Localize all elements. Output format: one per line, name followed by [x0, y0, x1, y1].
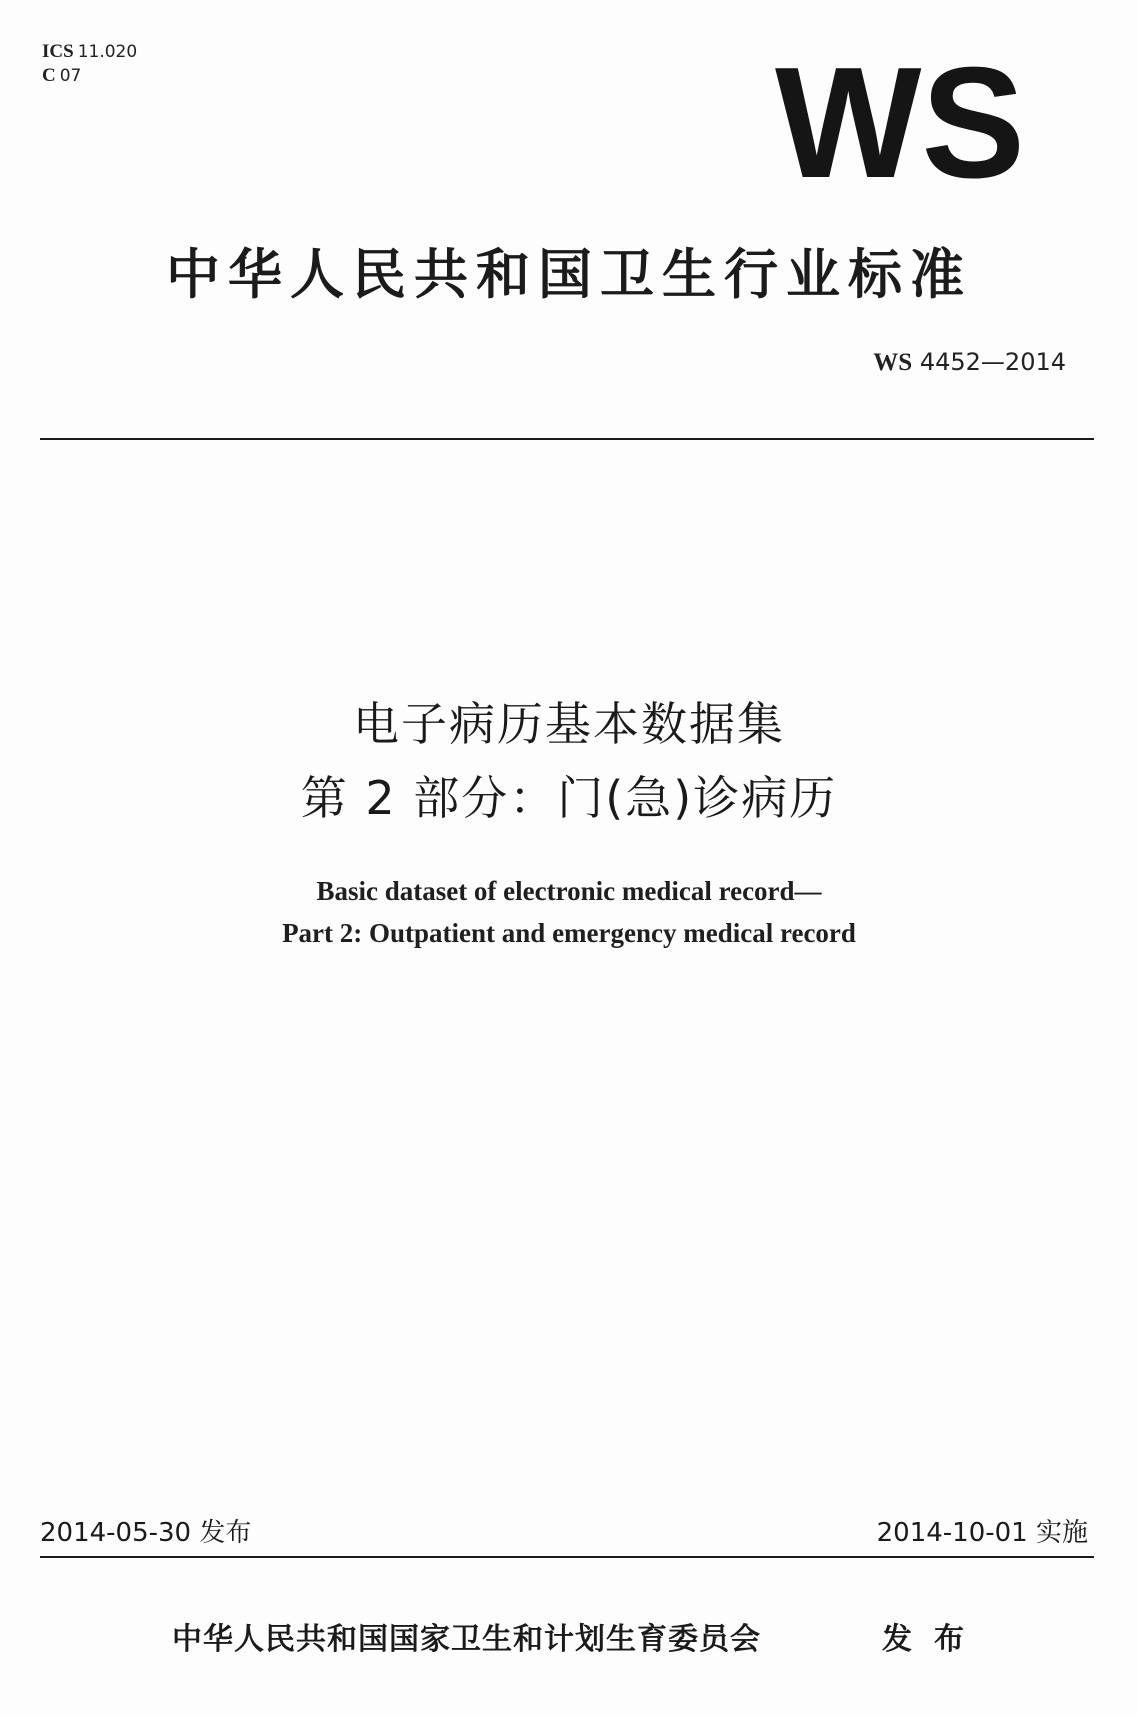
classification-codes [42, 40, 137, 88]
ws-logo [770, 55, 1030, 185]
issue-date: 2014-05-30 发布 [40, 1518, 252, 1548]
issuing-authority: 中华人民共和国国家卫生和计划生育委员会 [172, 1622, 761, 1657]
standard-number [873, 348, 1066, 377]
issue-action: 发布 [882, 1622, 986, 1657]
top-divider [40, 438, 1094, 440]
bottom-divider [40, 1556, 1094, 1558]
english-title-line-2: Part 2: Outpatient and emergency medical record [282, 918, 856, 948]
ws-logo-text: WS [775, 55, 1025, 185]
chinese-title-line-1: 电子病历基本数据集 [353, 697, 785, 751]
standard-number-value: 4452—2014 [919, 348, 1066, 376]
ccs-label: C [42, 65, 56, 86]
english-title-line-1: Basic dataset of electronic medical record— [316, 876, 822, 906]
standard-category-title: 中华人民共和国卫生行业标准 [166, 243, 972, 306]
implementation-date: 2014-10-01 实施 [876, 1518, 1088, 1548]
ics-line [42, 40, 137, 64]
ics-label: ICS [42, 41, 74, 62]
ics-code: 11.020 [77, 42, 138, 62]
chinese-title-line-2: 第 2 部分：门(急)诊病历 [300, 771, 838, 825]
standard-number-prefix: WS [873, 349, 913, 376]
ccs-line [42, 64, 137, 88]
ccs-code: 07 [59, 66, 82, 86]
